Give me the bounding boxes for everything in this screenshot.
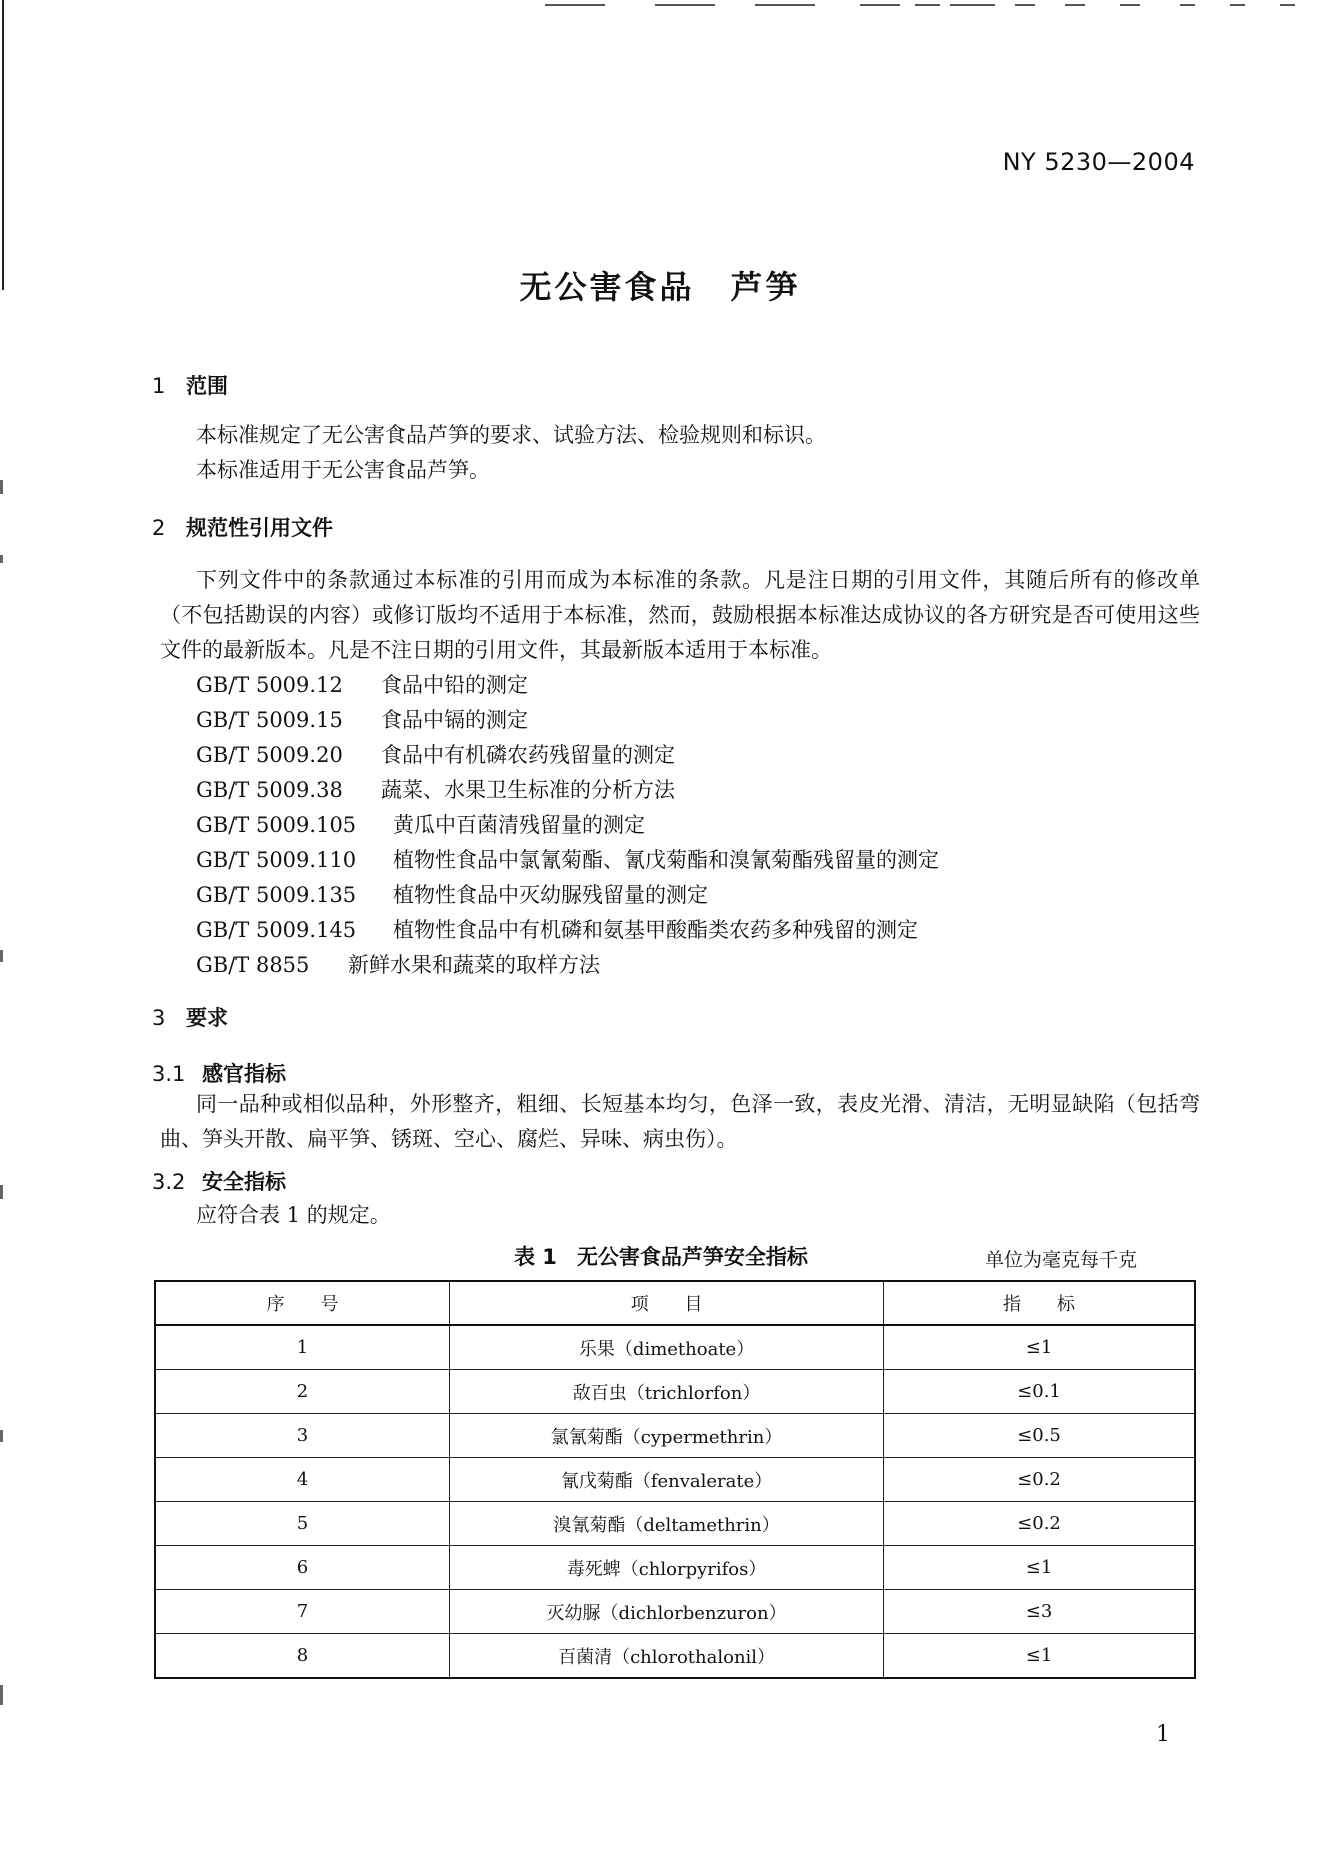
reference-code: GB/T 5009.145	[196, 918, 357, 942]
section-3-1-text: 同一品种或相似品种，外形整齐，粗细、长短基本均匀，色泽一致，表皮光滑、清洁，无明显缺陷（包括弯曲、笋头开散、扁平笋、锈斑、空心、腐烂、异味、病虫伤）。	[160, 1092, 1200, 1151]
section-title: 安全指标	[202, 1170, 286, 1194]
reference-code: GB/T 5009.38	[196, 778, 343, 802]
reference-item	[196, 913, 939, 948]
cell-item: 毒死蜱（chlorpyrifos）	[450, 1546, 884, 1590]
section-2-heading	[152, 512, 333, 542]
section-1-heading	[152, 370, 228, 400]
cell-number: 5	[155, 1502, 450, 1546]
title-part-2: 芦笋	[730, 268, 801, 306]
reference-title: 植物性食品中灭幼脲残留量的测定	[393, 883, 708, 907]
scan-artifact-tick	[0, 1685, 3, 1705]
scan-artifact-line	[545, 4, 605, 6]
cell-number: 7	[155, 1590, 450, 1634]
section-title: 要求	[186, 1006, 228, 1030]
reference-code: GB/T 5009.20	[196, 743, 343, 767]
reference-code: GB/T 8855	[196, 953, 310, 977]
reference-item	[196, 738, 939, 773]
scan-artifact-line	[655, 4, 715, 6]
section-title: 规范性引用文件	[186, 516, 333, 540]
cell-number: 8	[155, 1634, 450, 1679]
table-header-row	[155, 1281, 1195, 1325]
scan-artifact-tick	[0, 555, 3, 563]
reference-list	[196, 668, 939, 983]
table-row	[155, 1458, 1195, 1502]
reference-code: GB/T 5009.12	[196, 673, 343, 697]
cell-item: 百菌清（chlorothalonil）	[450, 1634, 884, 1679]
column-header-limit: 指 标	[884, 1281, 1195, 1325]
scan-artifact-line	[1065, 4, 1085, 6]
reference-item	[196, 668, 939, 703]
title-part-1: 无公害食品	[519, 268, 695, 306]
reference-title: 黄瓜中百菌清残留量的测定	[393, 813, 645, 837]
table-row	[155, 1546, 1195, 1590]
table-row	[155, 1590, 1195, 1634]
reference-item	[196, 808, 939, 843]
table-row	[155, 1502, 1195, 1546]
table-row	[155, 1370, 1195, 1414]
cell-number: 6	[155, 1546, 450, 1590]
scan-artifact-line	[1015, 4, 1035, 6]
table-row	[155, 1634, 1195, 1679]
scan-artifact-line	[1280, 4, 1295, 6]
section-1-paragraph-1: 本标准规定了无公害食品芦笋的要求、试验方法、检验规则和标识。	[196, 423, 826, 447]
section-number: 3.1	[152, 1062, 186, 1086]
reference-item	[196, 703, 939, 738]
scan-artifact-tick	[0, 480, 3, 494]
reference-title: 新鲜水果和蔬菜的取样方法	[348, 953, 600, 977]
scan-artifact-tick	[0, 1185, 3, 1199]
reference-code: GB/T 5009.15	[196, 708, 343, 732]
cell-number: 3	[155, 1414, 450, 1458]
section-3-heading	[152, 1002, 228, 1032]
reference-code: GB/T 5009.110	[196, 848, 357, 872]
reference-code: GB/T 5009.105	[196, 813, 357, 837]
section-number: 3	[152, 1006, 166, 1030]
cell-item: 氯氰菊酯（cypermethrin）	[450, 1414, 884, 1458]
table-unit: 单位为毫克每千克	[985, 1249, 1138, 1271]
column-header-item: 项 目	[450, 1281, 884, 1325]
table-label: 表 1	[514, 1245, 557, 1269]
safety-indicator-table	[154, 1280, 1196, 1679]
standard-number: NY 5230—2004	[1002, 148, 1195, 176]
section-1-paragraph-2: 本标准适用于无公害食品芦笋。	[196, 458, 490, 482]
table-row	[155, 1414, 1195, 1458]
reference-item	[196, 773, 939, 808]
cell-item: 氰戊菊酯（fenvalerate）	[450, 1458, 884, 1502]
scan-artifact-line	[1230, 4, 1245, 6]
cell-number: 1	[155, 1325, 450, 1370]
cell-limit: ≤1	[884, 1634, 1195, 1679]
reference-code: GB/T 5009.135	[196, 883, 357, 907]
cell-number: 2	[155, 1370, 450, 1414]
cell-item: 乐果（dimethoate）	[450, 1325, 884, 1370]
page-title	[0, 262, 1320, 308]
reference-title: 植物性食品中氯氰菊酯、氰戊菊酯和溴氰菊酯残留量的测定	[393, 848, 939, 872]
cell-limit: ≤1	[884, 1325, 1195, 1370]
scan-artifact-line	[1120, 4, 1140, 6]
section-number: 2	[152, 516, 166, 540]
section-3-2-text: 应符合表 1 的规定。	[196, 1203, 391, 1227]
reference-title: 蔬菜、水果卫生标准的分析方法	[381, 778, 675, 802]
reference-title: 植物性食品中有机磷和氨基甲酸酯类农药多种残留的测定	[393, 918, 918, 942]
scan-artifact-tick	[0, 1430, 3, 1442]
scan-artifact-line	[950, 4, 995, 6]
cell-item: 灭幼脲（dichlorbenzuron）	[450, 1590, 884, 1634]
cell-number: 4	[155, 1458, 450, 1502]
cell-limit: ≤0.5	[884, 1414, 1195, 1458]
reference-item	[196, 948, 939, 983]
cell-item: 敌百虫（trichlorfon）	[450, 1370, 884, 1414]
page-number: 1	[1156, 1722, 1170, 1747]
reference-item	[196, 878, 939, 913]
column-header-number: 序 号	[155, 1281, 450, 1325]
section-2-intro: 下列文件中的条款通过本标准的引用而成为本标准的条款。凡是注日期的引用文件，其随后所有的修改单（不包括勘误的内容）或修订版均不适用于本标准，然而，鼓励根据本标准达成协议的各方研究是否可使用这些文件的最新版本。凡是不注日期的引用文件，其最新版本适用于本标准。	[160, 568, 1200, 662]
reference-title: 食品中镉的测定	[381, 708, 528, 732]
cell-limit: ≤1	[884, 1546, 1195, 1590]
section-number: 3.2	[152, 1170, 186, 1194]
scan-artifact-line	[1180, 4, 1195, 6]
cell-limit: ≤0.2	[884, 1502, 1195, 1546]
cell-limit: ≤0.1	[884, 1370, 1195, 1414]
scan-artifact-line	[915, 4, 940, 6]
reference-title: 食品中铅的测定	[381, 673, 528, 697]
table-title: 无公害食品芦笋安全指标	[576, 1245, 808, 1269]
cell-limit: ≤3	[884, 1590, 1195, 1634]
scan-artifact-line	[860, 4, 900, 6]
section-3-1-heading	[152, 1058, 286, 1088]
section-title: 感官指标	[202, 1062, 286, 1086]
table-caption	[514, 1241, 808, 1271]
reference-title: 食品中有机磷农药残留量的测定	[381, 743, 675, 767]
section-title: 范围	[186, 374, 228, 398]
scan-artifact-tick	[0, 950, 3, 962]
table-row	[155, 1325, 1195, 1370]
scan-artifact-line	[755, 4, 815, 6]
section-number: 1	[152, 374, 166, 398]
cell-limit: ≤0.2	[884, 1458, 1195, 1502]
scan-binding-edge	[2, 0, 4, 290]
reference-item	[196, 843, 939, 878]
cell-item: 溴氰菊酯（deltamethrin）	[450, 1502, 884, 1546]
section-3-2-heading	[152, 1166, 286, 1196]
